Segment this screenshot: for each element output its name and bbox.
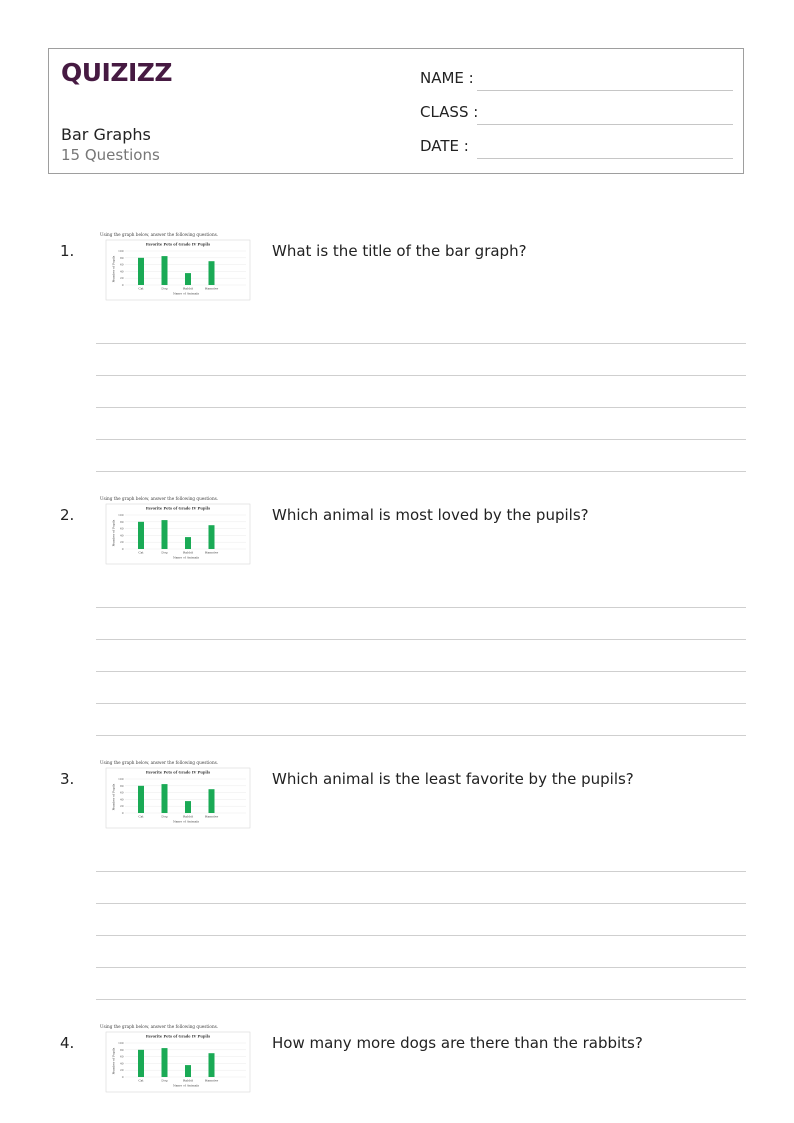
thumbnail-x-tick: Dog [161, 550, 168, 555]
thumbnail-x-tick: Dog [161, 286, 168, 291]
thumbnail-chart-title: Favorite Pets of Grade IV Pupils [145, 770, 211, 775]
thumbnail-chart-title: Favorite Pets of Grade IV Pupils [145, 242, 211, 247]
thumbnail-x-tick: Dog [161, 1078, 168, 1083]
answer-line [96, 935, 746, 936]
thumbnail-bar [185, 1065, 191, 1077]
thumbnail-y-tick: 80 [119, 519, 124, 524]
name-label: NAME : [420, 69, 474, 87]
name-field-line [477, 90, 733, 91]
thumbnail-bar [209, 525, 215, 549]
thumbnail-x-tick: Rabbit [182, 814, 194, 819]
thumbnail-y-tick: 20 [119, 540, 124, 545]
thumbnail-y-tick: 100 [118, 1041, 124, 1045]
thumbnail-x-label: Name of Animals [172, 1083, 200, 1088]
thumbnail-y-tick: 40 [119, 269, 124, 274]
thumbnail-y-tick: 60 [119, 790, 124, 795]
answer-line [96, 967, 746, 968]
thumbnail-bar [185, 801, 191, 813]
thumbnail-bar [138, 1050, 144, 1077]
thumbnail-y-tick: 40 [119, 533, 124, 538]
thumbnail-instruction: Using the graph below, answer the following questions. [100, 760, 219, 765]
question-number: 2. [60, 506, 75, 524]
answer-line [96, 671, 746, 672]
thumbnail-x-tick: Dog [161, 814, 168, 819]
question-number: 1. [60, 242, 75, 260]
question-2 [0, 496, 794, 746]
thumbnail-instruction: Using the graph below, answer the following questions. [100, 232, 219, 237]
thumbnail-x-tick: Hamster [204, 286, 219, 291]
thumbnail-y-tick: 60 [119, 1054, 124, 1059]
thumbnail-bar [209, 789, 215, 813]
thumbnail-y-tick: 0 [121, 283, 124, 287]
question-number: 3. [60, 770, 75, 788]
question-3 [0, 760, 794, 1010]
thumbnail-x-tick: Cat [138, 1078, 144, 1083]
thumbnail-y-tick: 80 [119, 255, 124, 260]
answer-line [96, 903, 746, 904]
answer-line [96, 735, 746, 736]
thumbnail-chart-title: Favorite Pets of Grade IV Pupils [145, 1034, 211, 1039]
thumbnail-bar [138, 522, 144, 549]
question-text: What is the title of the bar graph? [272, 242, 527, 260]
thumbnail-bar [138, 258, 144, 285]
thumbnail-bar [209, 1053, 215, 1077]
thumbnail-bar [162, 256, 168, 285]
worksheet-header [48, 48, 744, 174]
answer-line [96, 343, 746, 344]
bar-graph-thumbnail [98, 232, 258, 312]
thumbnail-bar [162, 784, 168, 813]
thumbnail-y-tick: 80 [119, 783, 124, 788]
thumbnail-x-tick: Cat [138, 814, 144, 819]
thumbnail-bar [138, 786, 144, 813]
thumbnail-bar [185, 537, 191, 549]
thumbnail-y-tick: 100 [118, 777, 124, 781]
question-number: 4. [60, 1034, 75, 1052]
worksheet-title: Bar Graphs [61, 125, 151, 144]
bar-graph-thumbnail [98, 1024, 258, 1104]
answer-line [96, 639, 746, 640]
quizizz-logo: QUIZIZZ [61, 58, 173, 87]
thumbnail-y-label: Number of Pupils [111, 1047, 116, 1075]
answer-line [96, 471, 746, 472]
thumbnail-x-label: Name of Animals [172, 291, 200, 296]
thumbnail-x-tick: Hamster [204, 550, 219, 555]
thumbnail-y-tick: 40 [119, 797, 124, 802]
thumbnail-y-tick: 80 [119, 1047, 124, 1052]
answer-line [96, 703, 746, 704]
question-4 [0, 1024, 794, 1119]
question-1 [0, 232, 794, 482]
answer-line [96, 607, 746, 608]
class-label: CLASS : [420, 103, 479, 121]
thumbnail-x-tick: Hamster [204, 1078, 219, 1083]
thumbnail-y-tick: 0 [121, 547, 124, 551]
thumbnail-y-tick: 20 [119, 1068, 124, 1073]
thumbnail-y-tick: 100 [118, 249, 124, 253]
bar-graph-thumbnail [98, 496, 258, 576]
answer-line [96, 407, 746, 408]
date-field-line [477, 158, 733, 159]
thumbnail-x-tick: Rabbit [182, 286, 194, 291]
thumbnail-x-tick: Cat [138, 550, 144, 555]
thumbnail-y-tick: 60 [119, 526, 124, 531]
thumbnail-x-label: Name of Animals [172, 819, 200, 824]
thumbnail-bar [162, 1048, 168, 1077]
thumbnail-bar [209, 261, 215, 285]
thumbnail-x-tick: Rabbit [182, 550, 194, 555]
thumbnail-x-tick: Hamster [204, 814, 219, 819]
date-label: DATE : [420, 137, 469, 155]
thumbnail-y-label: Number of Pupils [111, 255, 116, 283]
thumbnail-bar [162, 520, 168, 549]
thumbnail-y-tick: 100 [118, 513, 124, 517]
thumbnail-y-tick: 60 [119, 262, 124, 267]
answer-line [96, 439, 746, 440]
thumbnail-x-tick: Cat [138, 286, 144, 291]
thumbnail-y-tick: 20 [119, 804, 124, 809]
question-count: 15 Questions [61, 146, 160, 164]
thumbnail-instruction: Using the graph below, answer the following questions. [100, 496, 219, 501]
thumbnail-chart-title: Favorite Pets of Grade IV Pupils [145, 506, 211, 511]
question-text: Which animal is the least favorite by the pupils? [272, 770, 634, 788]
bar-graph-thumbnail [98, 760, 258, 840]
thumbnail-instruction: Using the graph below, answer the following questions. [100, 1024, 219, 1029]
class-field-line [477, 124, 733, 125]
answer-line [96, 871, 746, 872]
thumbnail-y-tick: 40 [119, 1061, 124, 1066]
thumbnail-y-tick: 0 [121, 811, 124, 815]
question-text: Which animal is most loved by the pupils? [272, 506, 589, 524]
thumbnail-x-tick: Rabbit [182, 1078, 194, 1083]
thumbnail-bar [185, 273, 191, 285]
answer-line [96, 999, 746, 1000]
thumbnail-y-label: Number of Pupils [111, 783, 116, 811]
thumbnail-y-label: Number of Pupils [111, 519, 116, 547]
question-text: How many more dogs are there than the rabbits? [272, 1034, 643, 1052]
answer-line [96, 375, 746, 376]
thumbnail-x-label: Name of Animals [172, 555, 200, 560]
thumbnail-y-tick: 0 [121, 1075, 124, 1079]
thumbnail-y-tick: 20 [119, 276, 124, 281]
